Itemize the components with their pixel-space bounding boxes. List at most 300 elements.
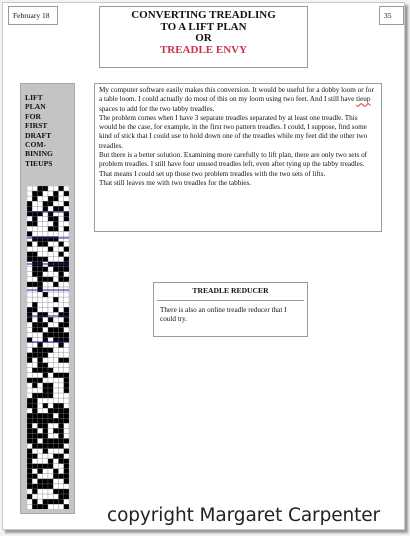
lift-plan-cell	[48, 221, 53, 226]
lift-plan-cell	[27, 423, 32, 428]
lift-plan-cell	[38, 378, 43, 383]
lift-plan-cell	[53, 221, 58, 226]
lift-plan-cell	[27, 221, 32, 226]
lift-plan-cell	[48, 322, 53, 327]
lift-plan-cell	[43, 464, 48, 469]
lift-plan-cell	[27, 444, 32, 449]
lift-plan-cell	[38, 282, 43, 287]
lift-plan-cell	[48, 317, 53, 322]
lift-plan-cell	[53, 504, 58, 509]
lift-plan-cell	[32, 393, 37, 398]
lift-plan-cell	[32, 459, 37, 464]
lift-plan-cell	[27, 484, 32, 489]
lift-plan-cell	[43, 474, 48, 479]
lift-plan-cell	[43, 247, 48, 252]
lift-plan-cell	[27, 292, 32, 297]
lift-plan-cell	[59, 433, 64, 438]
lift-plan-cell	[43, 454, 48, 459]
lift-plan-cell	[53, 343, 58, 348]
lift-plan-cell	[53, 368, 58, 373]
lift-plan-cell	[48, 504, 53, 509]
lift-plan-cell	[48, 444, 53, 449]
lift-plan-cell	[27, 237, 32, 242]
lift-plan-cell	[64, 363, 69, 368]
lift-plan-cell	[38, 383, 43, 388]
sidebar-heading-line: PLAN	[25, 102, 46, 112]
lift-plan-cell	[27, 358, 32, 363]
lift-plan-cell	[27, 272, 32, 277]
lift-plan-cell	[32, 292, 37, 297]
lift-plan-cell	[43, 277, 48, 282]
lift-plan-cell	[59, 408, 64, 413]
lift-plan-cell	[38, 196, 43, 201]
lift-plan-cell	[27, 499, 32, 504]
lift-plan-cell	[64, 327, 69, 332]
lift-plan-cell	[32, 439, 37, 444]
lift-plan-cell	[27, 408, 32, 413]
lift-plan-cell	[43, 378, 48, 383]
lift-plan-cell	[64, 252, 69, 257]
sidebar-heading-line: FOR	[25, 111, 42, 121]
lift-plan-cell	[64, 479, 69, 484]
lift-plan-cell	[43, 226, 48, 231]
lift-plan-cell	[64, 226, 69, 231]
lift-plan-cell	[48, 226, 53, 231]
lift-plan-cell	[43, 292, 48, 297]
lift-plan-cell	[38, 247, 43, 252]
lift-plan-cell	[38, 332, 43, 337]
lift-plan-cell	[48, 343, 53, 348]
lift-plan-cell	[38, 287, 43, 292]
lift-plan-cell	[38, 388, 43, 393]
lift-plan-cell	[38, 484, 43, 489]
lift-plan-cell	[53, 312, 58, 317]
lift-plan-cell	[27, 267, 32, 272]
lift-plan-cell	[32, 317, 37, 322]
lift-plan-cell	[53, 459, 58, 464]
lift-plan-cell	[38, 489, 43, 494]
lift-plan-cell	[43, 267, 48, 272]
lift-plan-cell	[27, 252, 32, 257]
lift-plan-cell	[43, 196, 48, 201]
page-title	[99, 6, 308, 68]
lift-plan-cell	[43, 231, 48, 236]
lift-plan-cell	[48, 383, 53, 388]
lift-plan-cell	[32, 504, 37, 509]
lift-plan-cell	[27, 363, 32, 368]
body-paragraph-4: That still leaves me with two treadles for the tabbies.	[99, 178, 252, 187]
lift-plan-cell	[38, 353, 43, 358]
lift-plan-cell	[38, 459, 43, 464]
lift-plan-cell	[64, 257, 69, 262]
lift-plan-cell	[43, 252, 48, 257]
lift-plan-cell	[53, 267, 58, 272]
lift-plan-cell	[53, 272, 58, 277]
lift-plan-cell	[64, 353, 69, 358]
lift-plan-cell	[32, 413, 37, 418]
lift-plan-cell	[32, 348, 37, 353]
lift-plan-cell	[27, 287, 32, 292]
lift-plan-cell	[59, 504, 64, 509]
lift-plan-cell	[43, 439, 48, 444]
lift-plan-cell	[59, 277, 64, 282]
lift-plan-cell	[27, 383, 32, 388]
lift-plan-cell	[64, 474, 69, 479]
lift-plan-cell	[64, 454, 69, 459]
lift-plan-cell	[27, 403, 32, 408]
lift-plan-cell	[64, 231, 69, 236]
lift-plan-cell	[27, 312, 32, 317]
lift-plan-cell	[43, 428, 48, 433]
sidebar-heading-line: BINING	[25, 149, 53, 159]
lift-plan-cell	[53, 444, 58, 449]
lift-plan-cell	[38, 231, 43, 236]
lift-plan-cell	[48, 499, 53, 504]
lift-plan-cell	[48, 449, 53, 454]
lift-plan-cell	[59, 201, 64, 206]
lift-plan-cell	[38, 464, 43, 469]
lift-plan-cell	[32, 216, 37, 221]
lift-plan-cell	[43, 368, 48, 373]
lift-plan-cell	[48, 423, 53, 428]
lift-plan-cell	[59, 383, 64, 388]
lift-plan-cell	[53, 469, 58, 474]
lift-plan-cell	[43, 221, 48, 226]
lift-plan-cell	[27, 474, 32, 479]
lift-plan-cell	[64, 343, 69, 348]
lift-plan-cell	[43, 403, 48, 408]
lift-plan-cell	[48, 408, 53, 413]
lift-plan-cell	[64, 373, 69, 378]
lift-plan-cell	[43, 191, 48, 196]
lift-plan-cell	[43, 413, 48, 418]
lift-plan-cell	[53, 327, 58, 332]
lift-plan-cell	[53, 287, 58, 292]
lift-plan-cell	[53, 226, 58, 231]
lift-plan-cell	[53, 484, 58, 489]
lift-plan-cell	[32, 368, 37, 373]
lift-plan-cell	[59, 302, 64, 307]
lift-plan-cell	[32, 277, 37, 282]
lift-plan-cell	[43, 398, 48, 403]
lift-plan-cell	[59, 317, 64, 322]
lift-plan-cell	[59, 312, 64, 317]
lift-plan-grid	[27, 186, 69, 509]
lift-plan-cell	[59, 469, 64, 474]
lift-plan-cell	[38, 348, 43, 353]
lift-plan-cell	[38, 277, 43, 282]
lift-plan-cell	[53, 277, 58, 282]
lift-plan-cell	[43, 307, 48, 312]
lift-plan-cell	[59, 237, 64, 242]
lift-plan-cell	[64, 484, 69, 489]
lift-plan-cell	[27, 307, 32, 312]
lift-plan-cell	[27, 191, 32, 196]
lift-plan-cell	[32, 191, 37, 196]
lift-plan-cell	[59, 413, 64, 418]
lift-plan-cell	[53, 353, 58, 358]
lift-plan-cell	[38, 237, 43, 242]
lift-plan-cell	[64, 393, 69, 398]
lift-plan-cell	[32, 353, 37, 358]
lift-plan-cell	[32, 423, 37, 428]
lift-plan-cell	[48, 252, 53, 257]
lift-plan-cell	[32, 272, 37, 277]
lift-plan-cell	[48, 413, 53, 418]
lift-plan-cell	[59, 373, 64, 378]
body-text-box	[94, 83, 382, 232]
lift-plan-cell	[59, 297, 64, 302]
lift-plan-cell	[64, 247, 69, 252]
lift-plan-cell	[32, 221, 37, 226]
lift-plan-cell	[53, 302, 58, 307]
lift-plan-cell	[59, 403, 64, 408]
title-line-4: TREADLE ENVY	[159, 43, 248, 56]
lift-plan-cell	[27, 398, 32, 403]
lift-plan-cell	[59, 307, 64, 312]
lift-plan-cell	[32, 388, 37, 393]
sidebar-heading-line: DRAFT	[25, 130, 52, 140]
lift-plan-cell	[48, 307, 53, 312]
lift-plan-cell	[32, 499, 37, 504]
lift-plan-cell	[53, 297, 58, 302]
lift-plan-cell	[38, 479, 43, 484]
lift-plan-cell	[53, 378, 58, 383]
lift-plan-cell	[53, 292, 58, 297]
lift-plan-cell	[27, 302, 32, 307]
lift-plan-cell	[64, 287, 69, 292]
lift-plan-cell	[32, 398, 37, 403]
lift-plan-cell	[38, 499, 43, 504]
lift-plan-cell	[43, 479, 48, 484]
lift-plan-cell	[43, 312, 48, 317]
lift-plan-cell	[27, 201, 32, 206]
lift-plan-cell	[53, 186, 58, 191]
callout-text: There is also an online treadle reducer that I could try.	[160, 305, 287, 324]
lift-plan-cell	[59, 343, 64, 348]
lift-plan-cell	[53, 449, 58, 454]
lift-plan-cell	[43, 343, 48, 348]
lift-plan-cell	[59, 494, 64, 499]
lift-plan-cell	[53, 428, 58, 433]
lift-plan-cell	[27, 449, 32, 454]
lift-plan-cell	[48, 267, 53, 272]
lift-plan-cell	[48, 257, 53, 262]
lift-plan-cell	[48, 378, 53, 383]
lift-plan-cell	[64, 242, 69, 247]
lift-plan-cell	[64, 398, 69, 403]
lift-plan-cell	[53, 191, 58, 196]
lift-plan-cell	[59, 378, 64, 383]
lift-plan-cell	[38, 433, 43, 438]
lift-plan-cell	[32, 186, 37, 191]
lift-plan-cell	[48, 332, 53, 337]
lift-plan-cell	[38, 201, 43, 206]
lift-plan-cell	[32, 358, 37, 363]
lift-plan-cell	[32, 231, 37, 236]
lift-plan-cell	[53, 332, 58, 337]
lift-plan-cell	[59, 267, 64, 272]
lift-plan-cell	[48, 231, 53, 236]
lift-plan-cell	[27, 454, 32, 459]
lift-plan-cell	[43, 287, 48, 292]
lift-plan-cell	[53, 433, 58, 438]
lift-plan-cell	[53, 423, 58, 428]
lift-plan-cell	[38, 257, 43, 262]
lift-plan-cell	[59, 474, 64, 479]
lift-plan-cell	[48, 433, 53, 438]
lift-plan-cell	[64, 322, 69, 327]
lift-plan-cell	[53, 282, 58, 287]
lift-plan-cell	[53, 257, 58, 262]
lift-plan-cell	[59, 499, 64, 504]
lift-plan-cell	[59, 479, 64, 484]
lift-plan-cell	[64, 469, 69, 474]
lift-plan-cell	[64, 186, 69, 191]
lift-plan-cell	[48, 186, 53, 191]
lift-plan-cell	[32, 297, 37, 302]
title-line-1: CONVERTING TREADLING	[131, 9, 276, 21]
lift-plan-cell	[59, 398, 64, 403]
lift-plan-cell	[48, 403, 53, 408]
lift-plan-cell	[43, 237, 48, 242]
lift-plan-cell	[59, 459, 64, 464]
lift-plan-cell	[27, 494, 32, 499]
page-number: 35	[379, 6, 404, 25]
lift-plan-cell	[43, 272, 48, 277]
lift-plan-cell	[59, 489, 64, 494]
lift-plan-cell	[38, 252, 43, 257]
lift-plan-cell	[48, 272, 53, 277]
lift-plan-cell	[64, 444, 69, 449]
lift-plan-cell	[43, 408, 48, 413]
lift-plan-cell	[32, 322, 37, 327]
lift-plan-cell	[38, 302, 43, 307]
lift-plan-cell	[27, 196, 32, 201]
lift-plan-cell	[38, 423, 43, 428]
lift-plan-cell	[64, 408, 69, 413]
lift-plan-cell	[59, 196, 64, 201]
lift-plan-cell	[53, 196, 58, 201]
lift-plan-cell	[53, 393, 58, 398]
lift-plan-cell	[64, 196, 69, 201]
lift-plan-cell	[53, 464, 58, 469]
lift-plan-cell	[27, 459, 32, 464]
lift-plan-cell	[53, 388, 58, 393]
lift-plan-cell	[27, 428, 32, 433]
lift-plan-cell	[38, 469, 43, 474]
lift-plan-cell	[48, 393, 53, 398]
lift-plan-cell	[48, 348, 53, 353]
lift-plan-cell	[38, 186, 43, 191]
lift-plan-cell	[48, 368, 53, 373]
lift-plan-cell	[32, 302, 37, 307]
lift-plan-cell	[59, 388, 64, 393]
lift-plan-cell	[64, 433, 69, 438]
lift-plan-cell	[48, 373, 53, 378]
lift-plan-cell	[48, 297, 53, 302]
lift-plan-cell	[38, 292, 43, 297]
lift-plan-cell	[59, 272, 64, 277]
lift-plan-cell	[59, 454, 64, 459]
lift-plan-cell	[64, 439, 69, 444]
lift-plan-cell	[38, 474, 43, 479]
lift-plan-cell	[48, 469, 53, 474]
lift-plan-cell	[53, 363, 58, 368]
lift-plan-cell	[38, 439, 43, 444]
lift-plan-cell	[48, 459, 53, 464]
lift-plan-cell	[27, 277, 32, 282]
lift-plan-cell	[48, 358, 53, 363]
lift-plan-cell	[53, 383, 58, 388]
lift-plan-cell	[59, 363, 64, 368]
lift-plan-cell	[64, 368, 69, 373]
lift-plan-cell	[38, 454, 43, 459]
lift-plan-cell	[43, 317, 48, 322]
lift-plan-cell	[32, 378, 37, 383]
lift-plan-cell	[27, 368, 32, 373]
lift-plan-cell	[38, 226, 43, 231]
lift-plan-cell	[59, 439, 64, 444]
lift-plan-cell	[38, 221, 43, 226]
lift-plan-cell	[64, 423, 69, 428]
lift-plan-cell	[27, 418, 32, 423]
lift-plan-cell	[59, 216, 64, 221]
lift-plan-cell	[38, 343, 43, 348]
lift-plan-cell	[27, 479, 32, 484]
lift-plan-cell	[53, 474, 58, 479]
lift-plan-cell	[27, 343, 32, 348]
lift-plan-cell	[59, 247, 64, 252]
lift-plan-cell	[27, 327, 32, 332]
lift-plan-cell	[38, 272, 43, 277]
lift-plan-cell	[32, 444, 37, 449]
lift-plan-cell	[43, 201, 48, 206]
lift-plan-cell	[43, 469, 48, 474]
lift-plan-cell	[59, 332, 64, 337]
lift-plan-cell	[48, 247, 53, 252]
lift-plan-cell	[43, 363, 48, 368]
lift-plan-cell	[27, 378, 32, 383]
lift-plan-cell	[43, 257, 48, 262]
lift-plan-cell	[48, 216, 53, 221]
lift-plan-cell	[59, 368, 64, 373]
lift-plan-cell	[53, 206, 58, 211]
lift-plan-cell	[32, 403, 37, 408]
lift-plan-cell	[48, 201, 53, 206]
lift-plan-cell	[32, 494, 37, 499]
lift-plan-cell	[48, 237, 53, 242]
lift-plan-cell	[48, 353, 53, 358]
lift-plan-cell	[43, 373, 48, 378]
lift-plan-cell	[27, 348, 32, 353]
lift-plan-cell	[38, 267, 43, 272]
lift-plan-cell	[32, 484, 37, 489]
lift-plan-cell	[53, 398, 58, 403]
lift-plan-cell	[32, 312, 37, 317]
lift-plan-cell	[59, 444, 64, 449]
lift-plan-cell	[64, 383, 69, 388]
lift-plan-cell	[59, 484, 64, 489]
lift-plan-cell	[27, 257, 32, 262]
body-paragraph-1: My computer software easily makes this conversion. It would be useful for a dobby loom or for a table loom. I could actually do most of this on my loom using two feet. And I still have tieup spaces to add for the two tabby treadles.	[99, 86, 374, 113]
lift-plan-cell	[48, 242, 53, 247]
lift-plan-cell	[27, 439, 32, 444]
lift-plan-cell	[59, 292, 64, 297]
lift-plan-cell	[43, 444, 48, 449]
lift-plan-cell	[64, 348, 69, 353]
lift-plan-cell	[64, 504, 69, 509]
